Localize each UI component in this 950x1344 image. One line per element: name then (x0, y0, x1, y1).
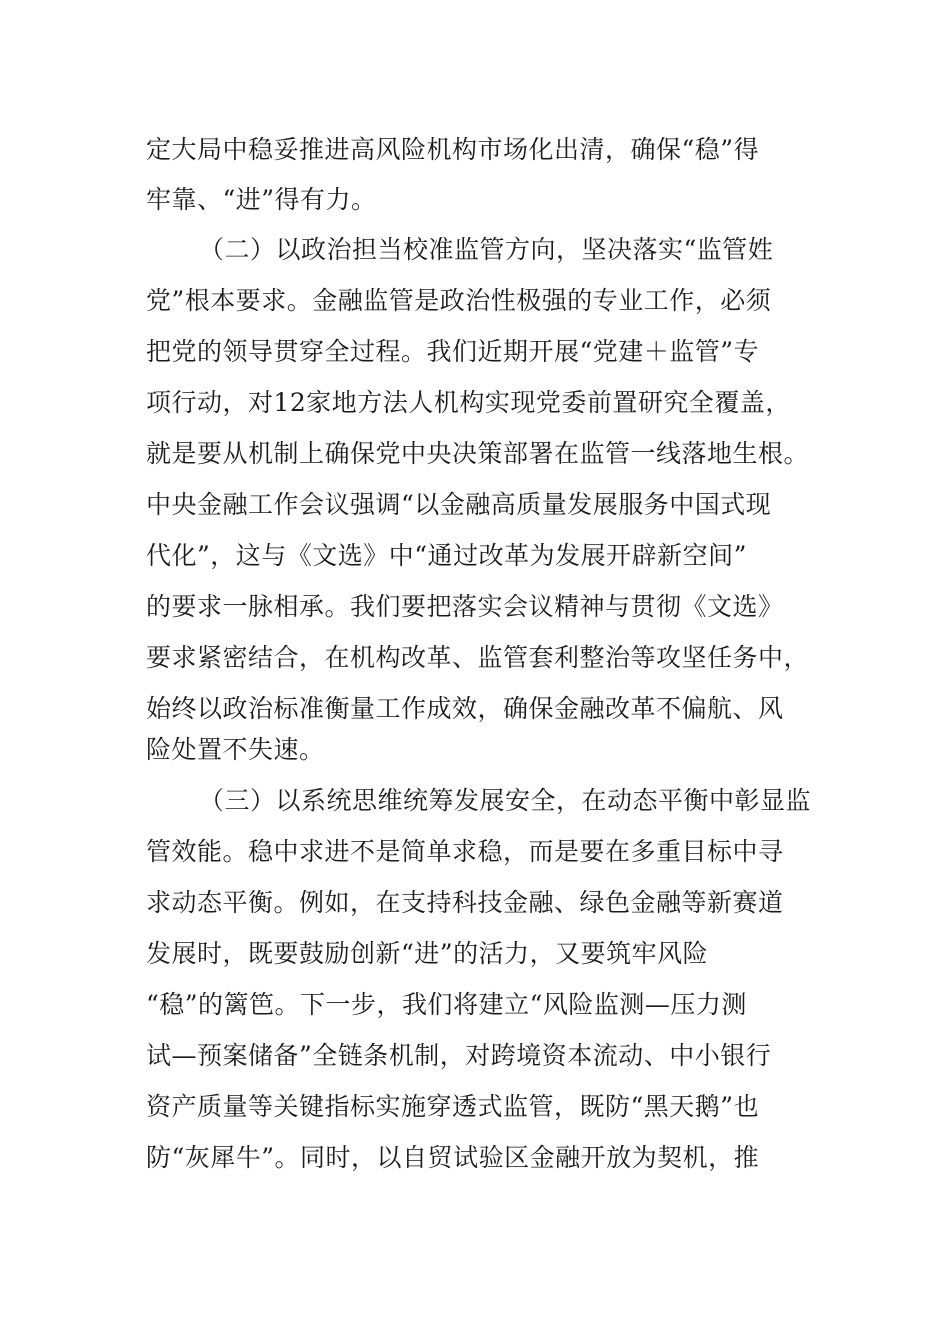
text-line: 试—预案储备”全链条机制，对跨境资本流动、中小银行 (146, 1041, 772, 1070)
text-line: 项行动，对12家地方法人机构实现党委前置研究全覆盖， (146, 388, 791, 417)
text-line: 就是要从机制上确保党中央决策部署在监管一线落地生根。 (146, 439, 810, 468)
text-line: 党”根本要求。金融监管是政治性极强的专业工作，必须 (146, 286, 772, 315)
text-line: 的要求一脉相承。我们要把落实会议精神与贯彻《文选》 (146, 592, 784, 621)
text-line: 要求紧密结合，在机构改革、监管套利整治等攻坚任务中， (146, 643, 810, 672)
text-line: 代化”，这与《文选》中“通过改革为发展开辟新空间” (146, 541, 747, 570)
section-heading-line: （三）以系统思维统筹发展安全，在动态平衡中彰显监 (199, 786, 812, 815)
text-line: 险处置不失速。 (146, 735, 325, 764)
text-line: 发展时，既要鼓励创新“进”的活力，又要筑牢风险 (146, 939, 709, 968)
text-line: 防“灰犀牛”。同时，以自贸试验区金融开放为契机，推 (146, 1143, 760, 1172)
text-line: 牢靠、“进”得有力。 (146, 185, 377, 214)
text-line: 资产质量等关键指标实施穿透式监管，既防“黑天鹅”也 (146, 1092, 760, 1121)
text-line: 始终以政治标准衡量工作成效，确保金融改革不偏航、风 (146, 694, 784, 723)
text-line: 求动态平衡。例如，在支持科技金融、绿色金融等新赛道 (146, 888, 784, 917)
section-heading-line: （二）以政治担当校准监管方向，坚决落实“监管姓 (199, 235, 774, 264)
text-line: “稳”的篱笆。下一步，我们将建立“风险监测—压力测 (146, 990, 747, 1019)
text-line: 中央金融工作会议强调“以金融高质量发展服务中国式现 (146, 490, 772, 519)
text-line: 管效能。稳中求进不是简单求稳，而是要在多重目标中寻 (146, 837, 784, 866)
text-line: 把党的领导贯穿全过程。我们近期开展“党建＋监管”专 (146, 337, 760, 366)
text-line: 定大局中稳妥推进高风险机构市场化出清，确保“稳”得 (146, 135, 760, 164)
